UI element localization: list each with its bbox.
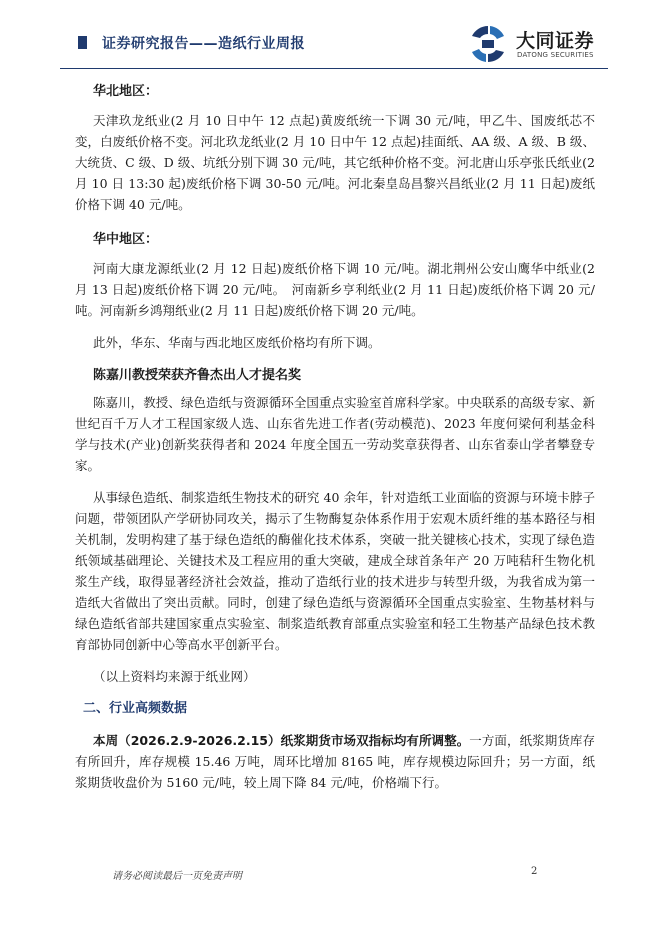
section-2-title: 二、行业高频数据 <box>83 701 188 716</box>
disclaimer-note: 请务必阅读最后一页免责声明 <box>112 871 242 882</box>
award-paragraph-2: 从事绿色造纸、制浆造纸生物技术的研究 40 余年，针对造纸工业面临的资源与环境卡脖子问题，带领团队产学研协同攻关，揭示了生物酶复杂体系作用于宏观木质纤维的基本路径与相关机制，发明构建了基于绿色造纸的酶催化技术体系，突破一批关键核心技术，实现了绿色造纸领域基础理论、关键技术及工程应用的重大突破，建成全球首条年产 20 万吨秸秆生物化机浆生产线，取得显著经济社会效益，推动了造纸行业的技术进步与转型升级，为我省成为第一造纸大省做出了突出贡献。同时，创建了绿色造纸与资源循环全国重点实验室、生物基材料与绿色造纸省部共建国家重点实验室、制浆造纸教育部重点实验室和轻工生物基产品绿色技术教育部协同创新中心等高水平创新平台。 <box>75 490 595 652</box>
other-regions-paragraph: 此外，华东、华南与西北地区废纸价格均有所下调。 <box>93 335 381 350</box>
award-heading: 陈嘉川教授荣获齐鲁杰出人才提名奖 <box>93 368 302 383</box>
central-region-paragraph: 河南大康龙源纸业(2 月 12 日起)废纸价格下调 10 元/吨。湖北荆州公安山鹰华中纸业(2 月 13 日起)废纸价格下调 20 元/吨。 河南新乡亨利纸业(2 月 11 日起)废纸价格下调 20 元/吨。河南新乡鸿翔纸业(2 月 11 日起)废纸价格下调 20 元/吨。 <box>75 261 595 318</box>
brand-logo <box>466 24 608 64</box>
report-body <box>75 82 595 793</box>
logo-name-cn: 大同证券 <box>516 30 595 52</box>
central-region-title: 华中地区： <box>93 232 159 247</box>
header-marker <box>78 36 87 49</box>
logo-name-en: DATONG SECURITIES <box>517 51 594 59</box>
report-title: 证券研究报告——造纸行业周报 <box>102 36 305 52</box>
page-number: 2 <box>531 866 538 877</box>
north-region-title: 华北地区： <box>93 84 159 99</box>
section-2-paragraph <box>75 730 595 793</box>
logo-mark-icon <box>466 24 510 64</box>
section-2-body: 一方面，纸浆期货库存有所回升，库存规模 15.46 万吨，周环比增加 8165 吨，库存规模边际回升；另一方面，纸浆期货收盘价为 5160 元/吨，较上周下降 84 元/吨，价格端下行。 <box>75 733 595 790</box>
section-2-lead: 本周（2026.2.9-2026.2.15）纸浆期货市场双指标均有所调整。 <box>93 733 470 748</box>
north-region-paragraph: 天津玖龙纸业(2 月 10 日中午 12 点起)黄废纸统一下调 30 元/吨，甲乙牛、国废纸芯不变，白废纸价格不变。河北玖龙纸业(2 月 10 日中午 12 点起)挂面纸、AA 级、A 级、B 级、大统货、C 级、D 级、坑纸分别下调 30 元/吨，其它纸种价格不变。河北唐山乐亭张氏纸业(2 月 10 日 13:30 起)废纸价格下调 30-50 元/吨。河北秦皇岛昌黎兴昌纸业(2 月 11 日起)废纸价格下调 40 元/吨。 <box>75 113 595 212</box>
page-header <box>60 22 608 69</box>
award-paragraph-1: 陈嘉川，教授、绿色造纸与资源循环全国重点实验室首席科学家。中央联系的高级专家、新世纪百千万人才工程国家级人选、山东省先进工作者(劳动模范)、2023 年度何梁何利基金科学与技术(产业)创新奖获得者和 2024 年度全国五一劳动奖章获得者、山东省泰山学者攀登专家。 <box>75 395 595 473</box>
source-note: （以上资料均来源于纸业网） <box>93 669 256 684</box>
